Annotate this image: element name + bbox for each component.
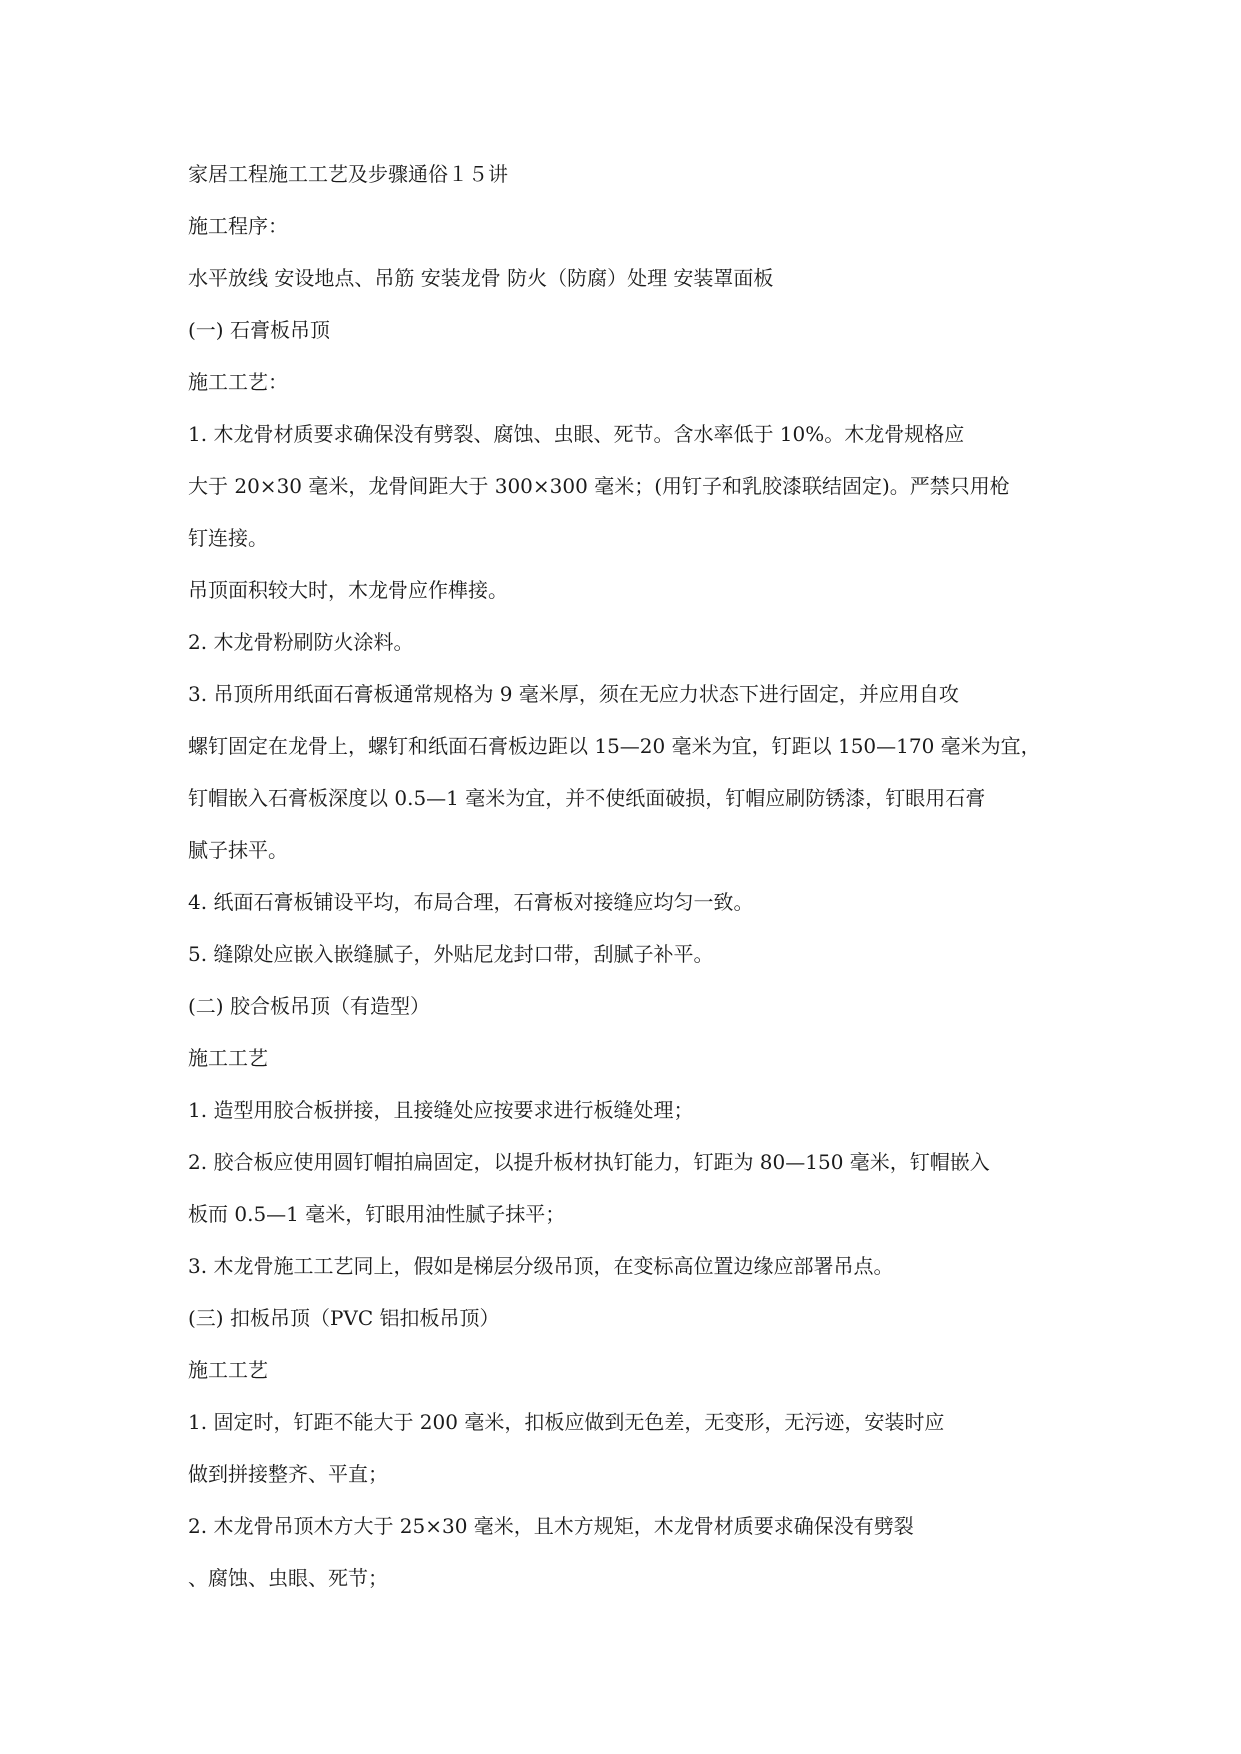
- text-line: 螺钉固定在龙骨上，螺钉和纸面石膏板边距以 15—20 毫米为宜，钉距以 150—170 毫米为宜，: [188, 734, 1041, 758]
- text-line: 4. 纸面石膏板铺设平均，布局合理，石膏板对接缝应均匀一致。: [188, 890, 754, 914]
- document-title: 家居工程施工工艺及步骤通俗１５讲: [188, 162, 508, 186]
- text-line: 吊顶面积较大时，木龙骨应作榫接。: [188, 578, 508, 602]
- text-line: 施工工艺: [188, 1358, 268, 1382]
- section-heading: (一) 石膏板吊顶: [188, 318, 330, 342]
- text-line: 板而 0.5—1 毫米，钉眼用油性腻子抹平；: [188, 1202, 566, 1226]
- text-line: 2. 木龙骨粉刷防火涂料。: [188, 630, 414, 654]
- text-line: 施工工艺: [188, 1046, 268, 1070]
- text-line: 施工程序：: [188, 214, 288, 238]
- text-line: 做到拼接整齐、平直；: [188, 1462, 388, 1486]
- text-line: 大于 20×30 毫米，龙骨间距大于 300×300 毫米；(用钉子和乳胶漆联结固定)。严禁只用枪: [188, 474, 1010, 498]
- text-line: 水平放线 安设地点、吊筋 安装龙骨 防火（防腐）处理 安装罩面板: [188, 266, 774, 290]
- text-line: 3. 木龙骨施工工艺同上，假如是梯层分级吊顶，在变标高位置边缘应部署吊点。: [188, 1254, 894, 1278]
- text-line: 2. 木龙骨吊顶木方大于 25×30 毫米，且木方规矩，木龙骨材质要求确保没有劈裂: [188, 1514, 914, 1538]
- text-line: 腻子抹平。: [188, 838, 288, 862]
- text-line: 1. 固定时，钉距不能大于 200 毫米，扣板应做到无色差，无变形，无污迹，安装时应: [188, 1410, 945, 1434]
- text-line: 1. 造型用胶合板拼接，且接缝处应按要求进行板缝处理；: [188, 1098, 694, 1122]
- section-heading: (三) 扣板吊顶（PVC 铝扣板吊顶）: [188, 1306, 500, 1330]
- text-line: 钉帽嵌入石膏板深度以 0.5—1 毫米为宜，并不使纸面破损，钉帽应刷防锈漆，钉眼用石膏: [188, 786, 986, 810]
- text-line: 钉连接。: [188, 526, 268, 550]
- text-line: 1. 木龙骨材质要求确保没有劈裂、腐蚀、虫眼、死节。含水率低于 10%。木龙骨规格应: [188, 422, 965, 446]
- text-line: 3. 吊顶所用纸面石膏板通常规格为 9 毫米厚，须在无应力状态下进行固定，并应用自攻: [188, 682, 959, 706]
- text-line: 2. 胶合板应使用圆钉帽拍扁固定，以提升板材执钉能力，钉距为 80—150 毫米，钉帽嵌入: [188, 1150, 990, 1174]
- text-line: 5. 缝隙处应嵌入嵌缝腻子，外贴尼龙封口带，刮腻子补平。: [188, 942, 714, 966]
- text-line: 、腐蚀、虫眼、死节；: [188, 1566, 388, 1590]
- section-heading: (二) 胶合板吊顶（有造型）: [188, 994, 430, 1018]
- text-line: 施工工艺：: [188, 370, 288, 394]
